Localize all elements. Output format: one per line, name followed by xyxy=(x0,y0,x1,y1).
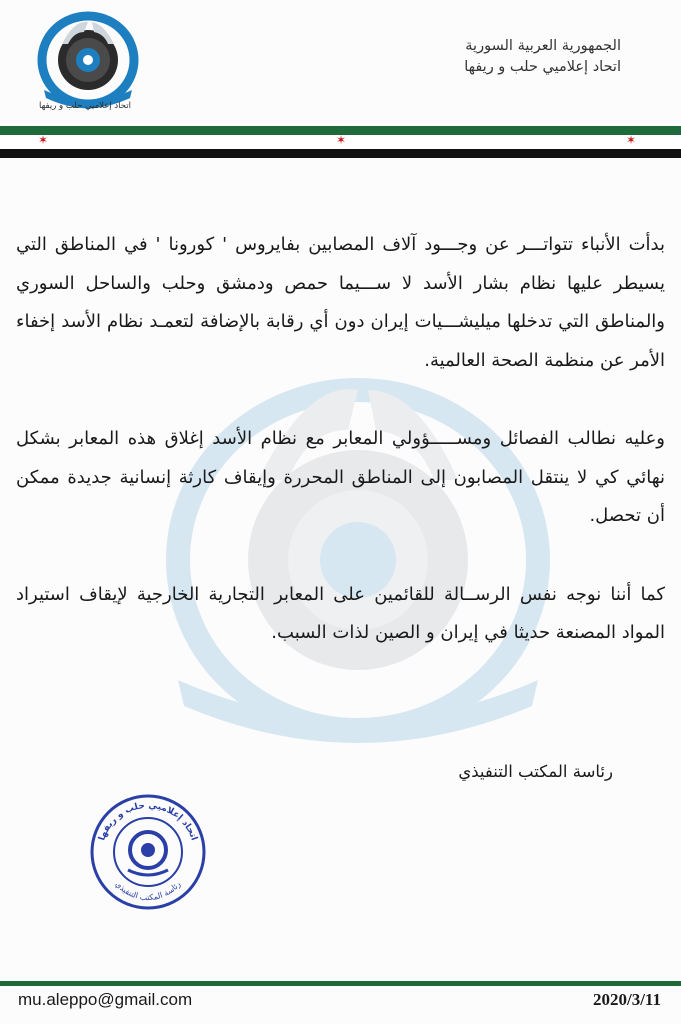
stamp-text-bottom: رئاسة المكتب التنفيذي xyxy=(113,879,183,903)
organization-name: اتحاد إعلاميي حلب و ريفها xyxy=(464,59,621,75)
svg-text:رئاسة المكتب التنفيذي xyxy=(114,880,183,903)
letterhead xyxy=(464,36,621,78)
stamp-text-top: اتحاد إعلاميي حلب و ريفها xyxy=(97,800,199,842)
official-stamp xyxy=(88,792,208,912)
star-icon: ✶ xyxy=(626,133,637,147)
logo-caption: اتحاد إعلاميي حلب و ريفها xyxy=(39,101,131,111)
paragraph-1: بدأت الأنباء تتواتـــر عن وجـــود آلاف المصابين بفايروس ' كورونا ' في المناطق التي يسيطر عليها نظام بشار الأسد لا ســـيما حمص ودمشق وحلب والساحل السوري والمناطق التي تدخلها ميليشـــيات إيران دون أي رقابة بالإضافة لتعمـد نظام الأسد إخفاء الأمر عن منظمة الصحة العالمية. xyxy=(16,234,665,371)
letter-date: 2020/3/11 xyxy=(592,990,661,1009)
letter-body xyxy=(16,226,665,653)
flag-stripe-black xyxy=(0,149,681,158)
footer-divider xyxy=(0,981,681,986)
star-icon: ✶ xyxy=(38,133,49,147)
star-icon: ✶ xyxy=(336,133,347,147)
paragraph-3: كما أننا نوجه نفس الرســالة للقائمين على المعابر التجارية الخارجية لإيقاف استيراد المواد المصنعة حديثا في إيران و الصين لذات السبب. xyxy=(16,583,665,643)
paragraph-2: وعليه نطالب الفصائل ومســـــؤولي المعابر مع نظام الأسد إغلاق هذه المعابر بشكل نهائي كي لا ينتقل المصابون إلى المناطق المحررة وإيقاف كارثة إنسانية جديدة ممكن أن تحصل. xyxy=(16,428,665,526)
contact-email[interactable]: mu.aleppo@gmail.com xyxy=(18,990,193,1009)
signature-title: رئاسة المكتب التنفيذي xyxy=(458,762,613,781)
country-name: الجمهورية العربية السورية xyxy=(465,38,621,54)
